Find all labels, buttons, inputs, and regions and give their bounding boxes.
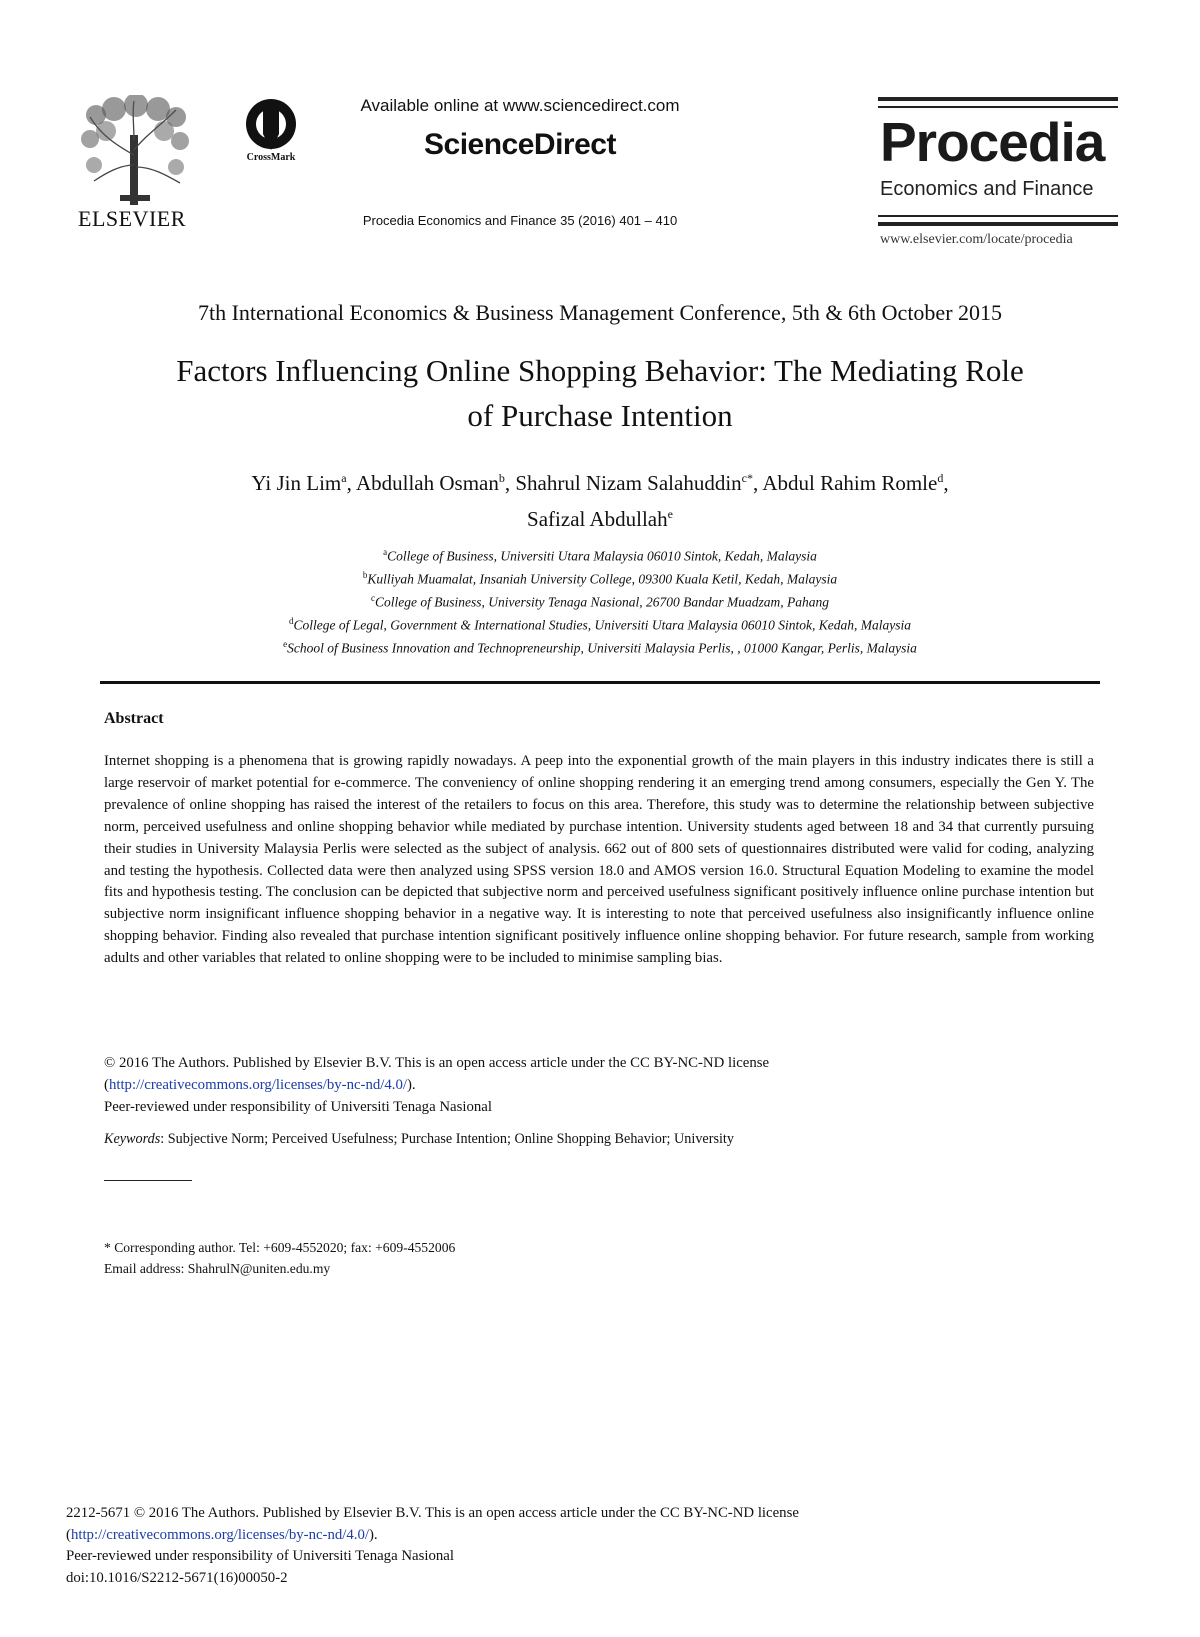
footer-license-link[interactable]: http://creativecommons.org/licenses/by-nc-nd/4.0/	[70, 1526, 369, 1543]
license-link[interactable]: http://creativecommons.org/licenses/by-nc-nd/4.0/	[108, 1076, 407, 1093]
peer-review-line: Peer-reviewed under responsibility of Universiti Tenaga Nasional	[104, 1098, 492, 1115]
procedia-subtitle: Economics and Finance	[880, 178, 1094, 200]
corresponding-author-contact: * Corresponding author. Tel: +609-4552020; fax: +609-4552006	[104, 1240, 456, 1255]
author-name: Shahrul Nizam Salahuddin	[515, 471, 742, 495]
footer-issn-copyright: 2212-5671 © 2016 The Authors. Published by Elsevier B.V. This is an open access article under the CC BY-NC-ND license	[66, 1505, 799, 1521]
abstract-heading: Abstract	[104, 710, 164, 727]
procedia-url[interactable]: www.elsevier.com/locate/procedia	[880, 232, 1073, 247]
author-line-1: Yi Jin Lim$^a$, Abdullah Osman$^b$, Shahrul Nizam Salahuddin$^{c*}$, Abdul Rahim Romle$^d$,	[251, 471, 949, 495]
affiliation-item: $^d$College of Legal, Government & International Studies, Universiti Utara Malaysia 06010 Sintok, Kedah, Malaysia	[288, 616, 912, 633]
author-name: Yi Jin Lim	[251, 471, 342, 495]
corresponding-author-email[interactable]: Email address: ShahrulN@uniten.edu.my	[104, 1260, 331, 1276]
author-list	[80, 463, 1120, 535]
affiliation-item: $^c$College of Business, University Tenaga Nasional, 26700 Bandar Muadzam, Pahang	[371, 593, 829, 610]
author-line-2	[80, 499, 1120, 535]
author-affiliation-mark: a	[341, 471, 347, 485]
procedia-bottom-rule-thin	[878, 215, 1118, 217]
paper-title-line-1: Factors Influencing Online Shopping Behavior: The Mediating Role	[176, 353, 1024, 388]
author-affiliation-mark: b	[498, 471, 505, 485]
procedia-top-rule-thin	[878, 106, 1118, 108]
affiliation-item: $^a$College of Business, Universiti Utara Malaysia 06010 Sintok, Kedah, Malaysia	[383, 547, 817, 564]
journal-reference: Procedia Economics and Finance 35 (2016) 401 – 410	[362, 213, 678, 228]
author-name: Safizal Abdullah	[527, 507, 668, 531]
affiliation-item: $^b$Kulliyah Muamalat, Insaniah University College, 09300 Kuala Ketil, Kedah, Malaysia	[362, 570, 838, 587]
crossmark-label: CrossMark	[246, 152, 296, 163]
page-footer: 2212-5671 © 2016 The Authors. Published by Elsevier B.V. This is an open access article under the CC BY-NC-ND license (http://creativecommons.org/licenses/by-nc-nd/4.0/). Peer-reviewed under responsibility of Universiti Tenaga Nasional doi:10.1016/S2212-5671(16)00050-2	[66, 1503, 1126, 1590]
keywords-label: Keywords	[104, 1131, 161, 1147]
conference-name: 7th International Economics & Business Management Conference, 5th & 6th October 2015	[197, 300, 1003, 325]
affiliation-list	[100, 543, 1100, 658]
paper-title	[80, 348, 1120, 438]
procedia-logo: Procedia	[880, 111, 1105, 173]
footnote-divider	[104, 1180, 192, 1181]
keywords-list: Subjective Norm; Perceived Usefulness; Purchase Intention; Online Shopping Behavior; University	[167, 1131, 734, 1147]
affiliation-item: $^e$School of Business Innovation and Technopreneurship, Universiti Malaysia Perlis, , 01000 Kangar, Perlis, Malaysia	[283, 639, 917, 656]
footer-peer-review: Peer-reviewed under responsibility of Universiti Tenaga Nasional	[66, 1548, 454, 1565]
author-affiliation-mark: c*	[741, 471, 753, 485]
available-online-text: Available online at www.sciencedirect.com	[360, 96, 680, 115]
elsevier-wordmark: ELSEVIER	[78, 206, 186, 231]
author-name: Abdul Rahim Romle	[762, 471, 938, 495]
abstract-body: Internet shopping is a phenomena that is growing rapidly nowadays. A peep into the exponential growth of the main players in this industry indicates there is still a large reservoir of market potential for e-commerce. The conveniency of online shopping rendering it an emerging trend among consumers, especially the Gen Y. The prevalence of online shopping has raised the interest of the retailers to focus on this area. Therefore, this study was to determine the relationship between subjective norm, perceived usefulness and online shopping behavior while mediated by purchase intention. University students aged between 18 and 34 that currently pursuing their studies in University Malaysia Perlis were selected as the subject of analysis. 662 out of 800 sets of questionnaires distributed were valid for coding, analyzing and testing the hypothesis. Collected data were then analyzed using SPSS version 18.0 and AMOS version 16.0. Structural Equation Modeling to examine the model fits and hypothesis testing. The conclusion can be depicted that subjective norm and perceived usefulness significant positively influence online purchase intention but subjective norm insignificant influence shopping behavior in a negative way. It is interesting to note that perceived usefulness also insignificantly influence online shopping behavior. Finding also revealed that purchase intention significant positively influence online shopping behavior. For future research, sample from working adults and other variables that related to online shopping were to be included to minimise sampling bias.	[104, 753, 1094, 967]
sciencedirect-logo: ScienceDirect	[424, 128, 616, 161]
author-name: Abdullah Osman	[355, 471, 499, 495]
paper-title-line-2: of Purchase Intention	[467, 398, 733, 433]
procedia-top-rule	[878, 97, 1118, 101]
crossmark-icon[interactable]	[236, 96, 306, 176]
copyright-block: © 2016 The Authors. Published by Elsevier B.V. This is an open access article under the CC BY-NC-ND license (http://creativecommons.org/licenses/by-nc-nd/4.0/). Peer-reviewed under responsibility of Universiti Tenaga Nasional	[104, 1053, 1094, 1119]
author-affiliation-mark: d	[937, 471, 944, 485]
section-divider	[100, 681, 1100, 684]
footer-doi[interactable]: doi:10.1016/S2212-5671(16)00050-2	[66, 1570, 288, 1587]
corresponding-author-note	[104, 1238, 1094, 1279]
keywords-line: Keywords: Subjective Norm; Perceived Usefulness; Purchase Intention; Online Shopping Behavior; University	[104, 1131, 734, 1147]
copyright-line: © 2016 The Authors. Published by Elsevier B.V. This is an open access article under the CC BY-NC-ND license	[104, 1055, 770, 1071]
procedia-bottom-rule	[878, 222, 1118, 226]
author-affiliation-mark: e	[667, 507, 673, 521]
